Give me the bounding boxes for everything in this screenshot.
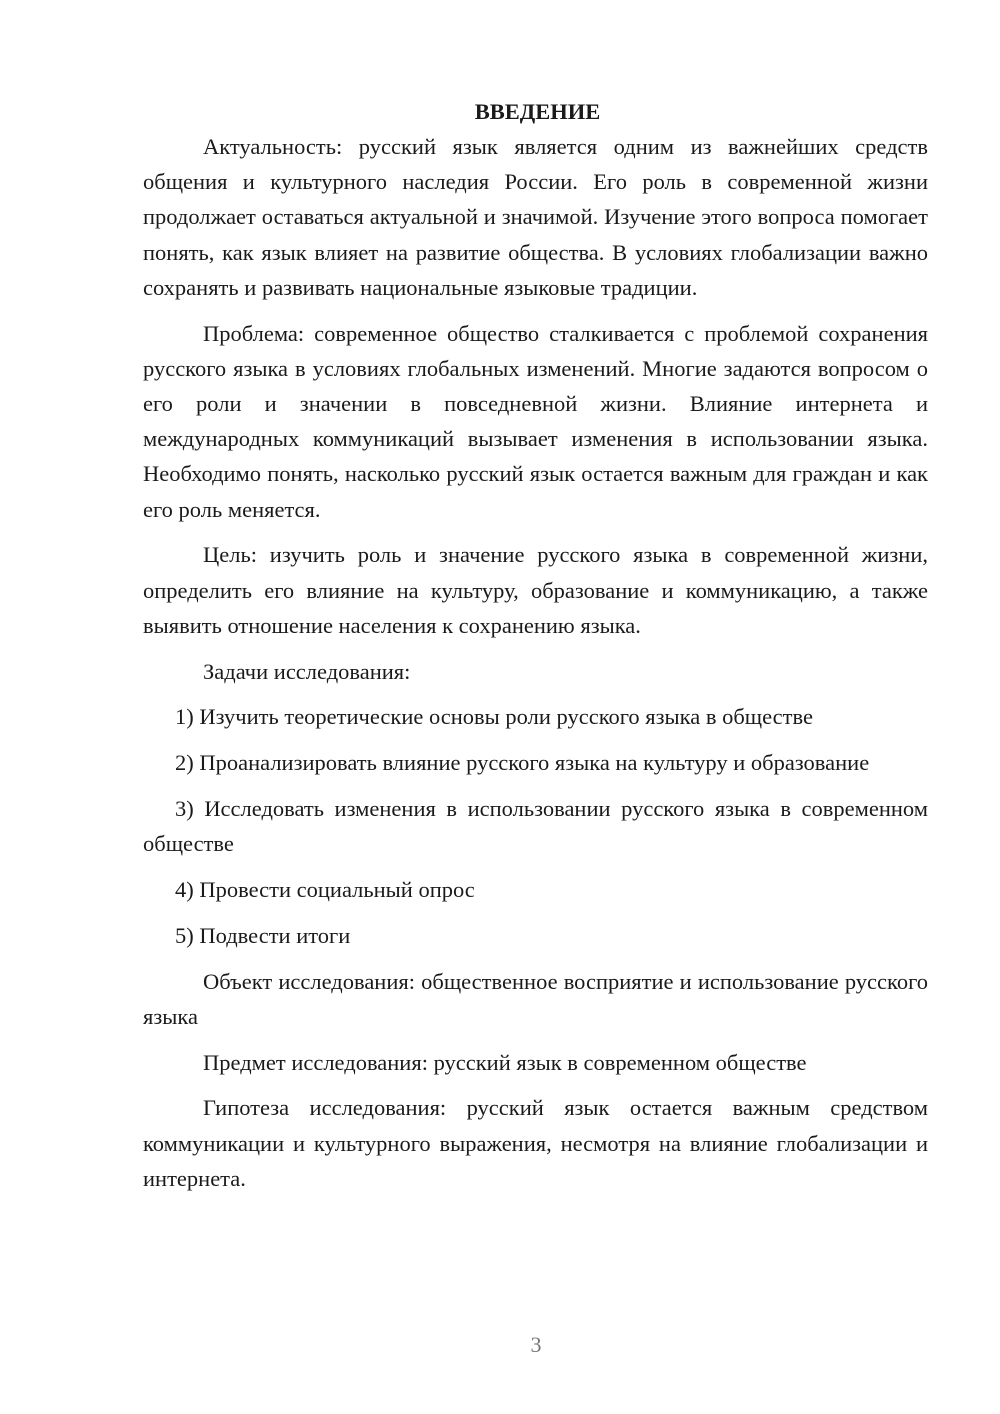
task-item-1: 1) Изучить теоретические основы роли русского языка в обществе [175, 704, 813, 730]
tasks-heading: Задачи исследования: [203, 658, 411, 684]
hypothesis-paragraph: Гипотеза исследования: русский язык остается важным средством коммуникации и культурного выражения, несмотря на влияние глобализации и интернета. [143, 1095, 928, 1191]
task-item-3: 3) Исследовать изменения в использовании русского языка в современном обществе [143, 796, 928, 857]
object-paragraph: Объект исследования: общественное восприятие и использование русского языка [143, 968, 928, 1029]
task-item-4: 4) Провести социальный опрос [175, 877, 475, 903]
task-item-2: 2) Проанализировать влияние русского языка на культуру и образование [175, 750, 870, 776]
section-heading: ВВЕДЕНИЕ [474, 99, 601, 124]
relevance-paragraph: Актуальность: русский язык является одним из важнейших средств общения и культурного наследия России. Его роль в современной жизни продолжает оставаться актуальной и значимой. Изучение этого вопроса помогает понять, как язык влияет на развитие общества. В условиях глобализации важно сохранять и развивать национальные языковые традиции. [143, 134, 928, 300]
task-item-5: 5) Подвести итоги [175, 922, 351, 948]
page-body [143, 94, 928, 1196]
problem-paragraph: Проблема: современное общество сталкивается с проблемой сохранения русского языка в условиях глобальных изменений. Многие задаются вопросом о его роли и значении в повседневной жизни. Влияние интернета и международных коммуникаций вызывает изменения в использовании языка. Необходимо понять, насколько русский язык остается важным для граждан и как его роль меняется. [143, 320, 928, 522]
subject-paragraph: Предмет исследования: русский язык в современном обществе [203, 1049, 807, 1075]
page-number: 3 [530, 1332, 542, 1357]
goal-paragraph: Цель: изучить роль и значение русского языка в современной жизни, определить его влияние на культуру, образование и коммуникацию, а также выявить отношение населения к сохранению языка. [143, 542, 928, 638]
